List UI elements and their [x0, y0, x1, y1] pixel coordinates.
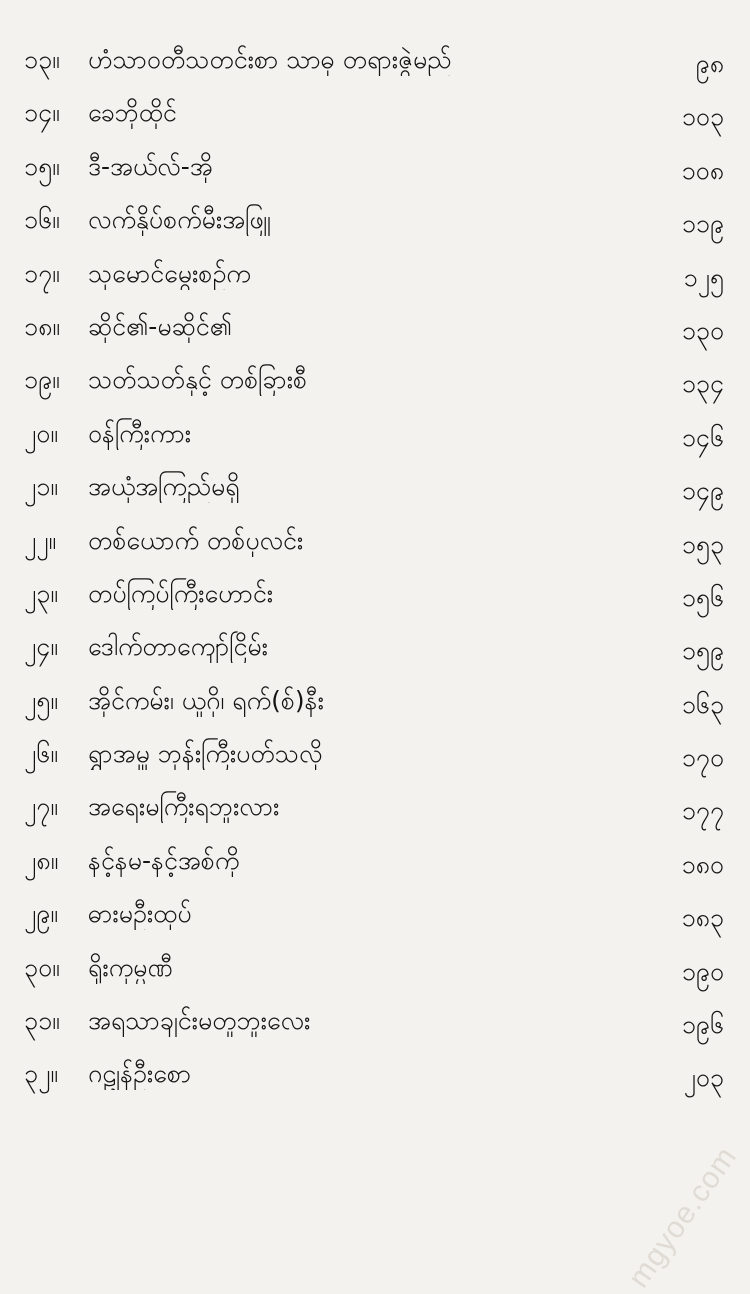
chapter-number: ၂၂။	[24, 525, 57, 555]
toc-entry	[0, 91, 750, 144]
chapter-number: ၁၃။	[24, 45, 60, 74]
toc-entry	[0, 1052, 750, 1105]
toc-entry	[0, 412, 750, 465]
chapter-number: ၂၇။	[24, 792, 58, 822]
toc-entry	[0, 625, 750, 678]
page-number: ၁၆၃	[681, 689, 724, 719]
toc-entry	[0, 305, 750, 358]
chapter-title: သုမောင်မွေးစဉ်က	[88, 258, 251, 288]
chapter-title: ဟံသာဝတီသတင်းစာ သာဓု တရားဇွဲမည်	[88, 45, 452, 74]
chapter-title: ဂဠုန်ဦးစော	[88, 1059, 192, 1089]
toc-entry	[0, 999, 750, 1052]
page-number: ၁၀၃	[681, 102, 724, 132]
chapter-title: နင့်နမ-နင့်အစ်ကို	[88, 845, 240, 875]
chapter-title: လက်နှိပ်စက်မီးအဖြူ	[88, 205, 271, 235]
page-number: ၁၅၉	[681, 636, 724, 666]
chapter-number: ၃၀။	[24, 952, 60, 982]
page-number: ၁၉၀	[681, 956, 724, 986]
toc-entry	[0, 572, 750, 625]
chapter-number: ၃၂။	[24, 1059, 58, 1089]
chapter-title: ခေဘိုထိုင်	[88, 98, 177, 128]
chapter-number: ၂၅။	[24, 685, 58, 715]
chapter-title: အရေးမကြီးရဘူးလား	[88, 792, 280, 822]
page-number: ၁၄၉	[681, 476, 724, 506]
chapter-title: သတ်သတ်နှင့် တစ်ခြားစီ	[88, 365, 308, 395]
chapter-number: ၁၆။	[24, 205, 60, 235]
toc-entry	[0, 732, 750, 785]
page-number: ၁၂၅	[683, 262, 724, 292]
chapter-title: ဓားမဦးထုပ်	[88, 899, 192, 929]
page-number: ၁၉၆	[681, 1010, 724, 1040]
page-number: ၁၀၈	[681, 155, 724, 185]
chapter-title: အိုင်ကမ်း၊ ယူဂို၊ ရက်(စ်)နီး	[88, 685, 324, 715]
page-number: ၁၅၃	[681, 529, 724, 559]
chapter-number: ၁၄။	[24, 98, 60, 128]
chapter-number: ၂၀။	[24, 418, 58, 448]
toc-entry	[0, 198, 750, 251]
chapter-number: ၂၉။	[24, 899, 58, 929]
toc-entry	[0, 892, 750, 945]
chapter-number: ၁၇။	[24, 258, 60, 288]
chapter-title: တပ်ကြပ်ကြီးဟောင်း	[88, 578, 274, 608]
toc-entry	[0, 465, 750, 518]
table-of-contents	[0, 38, 750, 1106]
page-number: ၁၃၄	[681, 369, 724, 399]
page-number: ၁၇၇	[681, 796, 724, 826]
page-number: ၁၄၆	[681, 422, 724, 452]
chapter-title: ဒီ-အယ်လ်-အို	[88, 151, 213, 181]
chapter-number: ၃၁။	[24, 1006, 60, 1036]
page-number: ၁၁၉	[681, 209, 724, 239]
chapter-number: ၁၈။	[24, 311, 60, 341]
chapter-title: ဝန်ကြီးကား	[88, 418, 192, 448]
page-number: ၁၈၃	[681, 903, 724, 933]
toc-entry	[0, 679, 750, 732]
page-number: ၂၀၃	[683, 1063, 724, 1093]
chapter-title: ရိုးကုမ္ပဏီ	[88, 952, 173, 982]
chapter-title: ရွှာအမှူ ဘုန်းကြီးပတ်သလို	[88, 739, 323, 769]
toc-entry	[0, 38, 750, 91]
page-number: ၉၈	[695, 49, 724, 78]
watermark: mgyoe.com	[622, 1140, 744, 1294]
chapter-number: ၁၅။	[24, 151, 60, 181]
chapter-title: တစ်ယောက် တစ်ပုလင်း	[88, 525, 304, 555]
toc-entry	[0, 145, 750, 198]
chapter-number: ၁၉။	[24, 365, 60, 395]
chapter-number: ၂၈။	[24, 845, 59, 875]
chapter-title: ဒေါက်တာကျော်ငြိမ်း	[88, 632, 269, 662]
chapter-number: ၂၆။	[24, 739, 58, 769]
toc-entry	[0, 358, 750, 411]
chapter-number: ၂၁။	[24, 472, 58, 502]
toc-entry	[0, 519, 750, 572]
toc-entry	[0, 785, 750, 838]
chapter-title: ဆိုင်၏-မဆိုင်၏	[88, 311, 232, 341]
chapter-title: အရသာချင်းမတူဘူးလေး	[88, 1006, 311, 1036]
chapter-title: အယုံအကြည်မရှိ	[88, 472, 240, 502]
toc-entry	[0, 839, 750, 892]
page-number: ၁၈၀	[681, 849, 724, 879]
page-number: ၁၅၆	[681, 582, 724, 612]
toc-entry	[0, 946, 750, 999]
toc-entry	[0, 252, 750, 305]
page-number: ၁၇၀	[681, 743, 724, 773]
chapter-number: ၂၄။	[24, 632, 58, 662]
page-number: ၁၃၀	[681, 315, 724, 345]
chapter-number: ၂၃။	[24, 578, 58, 608]
